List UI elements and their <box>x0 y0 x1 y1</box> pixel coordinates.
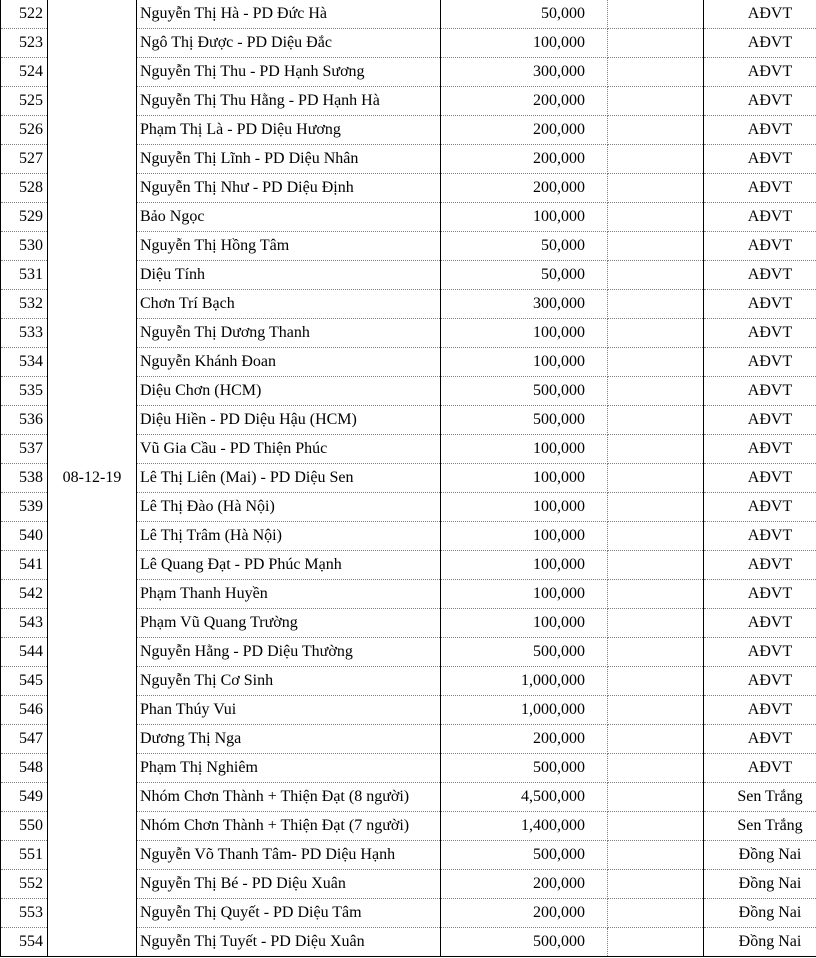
row-number: 546 <box>1 696 48 725</box>
row-number: 535 <box>1 377 48 406</box>
location-cell: AĐVT <box>704 174 816 203</box>
row-number: 550 <box>1 812 48 841</box>
donation-amount: 50,000 <box>441 232 608 261</box>
row-number: 547 <box>1 725 48 754</box>
empty-cell <box>608 812 704 841</box>
row-number: 537 <box>1 435 48 464</box>
location-cell: AĐVT <box>704 261 816 290</box>
empty-cell <box>608 609 704 638</box>
donor-name: Ngô Thị Được - PD Diệu Đắc <box>137 29 441 58</box>
donor-name: Nguyễn Thị Quyết - PD Diệu Tâm <box>137 899 441 928</box>
empty-cell <box>608 29 704 58</box>
empty-cell <box>608 203 704 232</box>
row-number: 541 <box>1 551 48 580</box>
donor-name: Phan Thúy Vui <box>137 696 441 725</box>
donor-name: Phạm Thanh Huyền <box>137 580 441 609</box>
location-cell: AĐVT <box>704 290 816 319</box>
location-cell: AĐVT <box>704 638 816 667</box>
donor-name: Phạm Thị Là - PD Diệu Hương <box>137 116 441 145</box>
row-number: 529 <box>1 203 48 232</box>
date-cell: 08-12-19 <box>48 0 137 957</box>
donor-name: Nguyễn Hằng - PD Diệu Thường <box>137 638 441 667</box>
donation-amount: 200,000 <box>441 870 608 899</box>
location-cell: AĐVT <box>704 406 816 435</box>
donation-amount: 200,000 <box>441 116 608 145</box>
empty-cell <box>608 928 704 957</box>
location-cell: AĐVT <box>704 348 816 377</box>
row-number: 540 <box>1 522 48 551</box>
empty-cell <box>608 551 704 580</box>
empty-cell <box>608 348 704 377</box>
row-number: 531 <box>1 261 48 290</box>
donation-amount: 100,000 <box>441 29 608 58</box>
donor-name: Phạm Thị Nghiêm <box>137 754 441 783</box>
row-number: 553 <box>1 899 48 928</box>
donor-name: Lê Thị Đào (Hà Nội) <box>137 493 441 522</box>
donation-amount: 200,000 <box>441 899 608 928</box>
donation-amount: 1,400,000 <box>441 812 608 841</box>
empty-cell <box>608 870 704 899</box>
donor-name: Nguyễn Thị Hồng Tâm <box>137 232 441 261</box>
empty-cell <box>608 261 704 290</box>
empty-cell <box>608 754 704 783</box>
empty-cell <box>608 493 704 522</box>
row-number: 543 <box>1 609 48 638</box>
location-cell: Đồng Nai <box>704 870 816 899</box>
empty-cell <box>608 145 704 174</box>
location-cell: AĐVT <box>704 145 816 174</box>
donor-name: Diệu Hiền - PD Diệu Hậu (HCM) <box>137 406 441 435</box>
location-cell: AĐVT <box>704 609 816 638</box>
donor-name: Nhóm Chơn Thành + Thiện Đạt (8 người) <box>137 783 441 812</box>
row-number: 522 <box>1 0 48 29</box>
donor-name: Nguyễn Thị Cơ Sinh <box>137 667 441 696</box>
donor-name: Nguyễn Võ Thanh Tâm- PD Diệu Hạnh <box>137 841 441 870</box>
donation-amount: 50,000 <box>441 261 608 290</box>
donation-amount: 100,000 <box>441 435 608 464</box>
donation-amount: 100,000 <box>441 203 608 232</box>
empty-cell <box>608 464 704 493</box>
location-cell: AĐVT <box>704 696 816 725</box>
donor-name: Nguyễn Khánh Đoan <box>137 348 441 377</box>
donor-name: Nguyễn Thị Thu - PD Hạnh Sương <box>137 58 441 87</box>
donor-name: Nguyễn Thị Dương Thanh <box>137 319 441 348</box>
location-cell: AĐVT <box>704 725 816 754</box>
donation-amount: 100,000 <box>441 319 608 348</box>
location-cell: AĐVT <box>704 377 816 406</box>
donor-name: Dương Thị Nga <box>137 725 441 754</box>
empty-cell <box>608 58 704 87</box>
empty-cell <box>608 841 704 870</box>
donation-rows <box>1 0 816 957</box>
location-cell: AĐVT <box>704 58 816 87</box>
donation-amount: 500,000 <box>441 377 608 406</box>
donor-name: Nguyễn Thị Bé - PD Diệu Xuân <box>137 870 441 899</box>
row-number: 527 <box>1 145 48 174</box>
row-number: 523 <box>1 29 48 58</box>
empty-cell <box>608 522 704 551</box>
donor-name: Chơn Trí Bạch <box>137 290 441 319</box>
empty-cell <box>608 174 704 203</box>
location-cell: Đồng Nai <box>704 928 816 957</box>
row-number: 545 <box>1 667 48 696</box>
empty-cell <box>608 899 704 928</box>
location-cell: AĐVT <box>704 203 816 232</box>
donor-name: Nguyễn Thị Hà - PD Đức Hà <box>137 0 441 29</box>
row-number: 532 <box>1 290 48 319</box>
donation-amount: 4,500,000 <box>441 783 608 812</box>
donor-name: Nhóm Chơn Thành + Thiện Đạt (7 người) <box>137 812 441 841</box>
empty-cell <box>608 580 704 609</box>
donation-amount: 100,000 <box>441 580 608 609</box>
donor-name: Nguyễn Thị Như - PD Diệu Định <box>137 174 441 203</box>
donor-name: Bảo Ngọc <box>137 203 441 232</box>
donor-name: Nguyễn Thị Tuyết - PD Diệu Xuân <box>137 928 441 957</box>
donation-amount: 1,000,000 <box>441 667 608 696</box>
donation-amount: 300,000 <box>441 290 608 319</box>
empty-cell <box>608 232 704 261</box>
empty-cell <box>608 87 704 116</box>
location-cell: AĐVT <box>704 435 816 464</box>
row-number: 549 <box>1 783 48 812</box>
location-cell: AĐVT <box>704 319 816 348</box>
row-number: 554 <box>1 928 48 957</box>
empty-cell <box>608 406 704 435</box>
empty-cell <box>608 783 704 812</box>
empty-cell <box>608 116 704 145</box>
row-number: 528 <box>1 174 48 203</box>
location-cell: AĐVT <box>704 464 816 493</box>
row-number: 542 <box>1 580 48 609</box>
row-number: 548 <box>1 754 48 783</box>
row-number: 544 <box>1 638 48 667</box>
donation-amount: 500,000 <box>441 928 608 957</box>
location-cell: AĐVT <box>704 522 816 551</box>
location-cell: AĐVT <box>704 0 816 29</box>
donor-name: Diệu Tính <box>137 261 441 290</box>
empty-cell <box>608 638 704 667</box>
row-number: 538 <box>1 464 48 493</box>
donor-name: Nguyễn Thị Thu Hằng - PD Hạnh Hà <box>137 87 441 116</box>
empty-cell <box>608 290 704 319</box>
empty-cell <box>608 696 704 725</box>
location-cell: AĐVT <box>704 87 816 116</box>
row-number: 525 <box>1 87 48 116</box>
location-cell: AĐVT <box>704 116 816 145</box>
location-cell: AĐVT <box>704 551 816 580</box>
donation-amount: 200,000 <box>441 87 608 116</box>
row-number: 536 <box>1 406 48 435</box>
empty-cell <box>608 667 704 696</box>
location-cell: Sen Trắng <box>704 783 816 812</box>
donor-name: Lê Thị Trâm (Hà Nội) <box>137 522 441 551</box>
donation-amount: 200,000 <box>441 174 608 203</box>
donation-amount: 500,000 <box>441 841 608 870</box>
donation-amount: 100,000 <box>441 609 608 638</box>
location-cell: AĐVT <box>704 667 816 696</box>
location-cell: AĐVT <box>704 754 816 783</box>
location-cell: Đồng Nai <box>704 841 816 870</box>
location-cell: AĐVT <box>704 493 816 522</box>
row-number: 534 <box>1 348 48 377</box>
row-number: 552 <box>1 870 48 899</box>
donation-amount: 200,000 <box>441 145 608 174</box>
empty-cell <box>608 725 704 754</box>
row-number: 533 <box>1 319 48 348</box>
donor-name: Lê Thị Liên (Mai) - PD Diệu Sen <box>137 464 441 493</box>
donation-amount: 100,000 <box>441 493 608 522</box>
donation-amount: 500,000 <box>441 406 608 435</box>
donation-amount: 500,000 <box>441 638 608 667</box>
empty-cell <box>608 319 704 348</box>
donation-amount: 1,000,000 <box>441 696 608 725</box>
location-cell: Sen Trắng <box>704 812 816 841</box>
donation-amount: 300,000 <box>441 58 608 87</box>
table-row <box>1 0 816 29</box>
donor-name: Vũ Gia Cầu - PD Thiện Phúc <box>137 435 441 464</box>
donation-amount: 100,000 <box>441 522 608 551</box>
location-cell: Đồng Nai <box>704 899 816 928</box>
donor-name: Lê Quang Đạt - PD Phúc Mạnh <box>137 551 441 580</box>
row-number: 539 <box>1 493 48 522</box>
donation-amount: 50,000 <box>441 0 608 29</box>
location-cell: AĐVT <box>704 580 816 609</box>
donor-name: Phạm Vũ Quang Trường <box>137 609 441 638</box>
empty-cell <box>608 435 704 464</box>
empty-cell <box>608 0 704 29</box>
row-number: 551 <box>1 841 48 870</box>
donor-name: Diệu Chơn (HCM) <box>137 377 441 406</box>
donation-amount: 100,000 <box>441 464 608 493</box>
donation-amount: 200,000 <box>441 725 608 754</box>
empty-cell <box>608 377 704 406</box>
donor-name: Nguyễn Thị Lĩnh - PD Diệu Nhân <box>137 145 441 174</box>
row-number: 526 <box>1 116 48 145</box>
location-cell: AĐVT <box>704 29 816 58</box>
donation-amount: 100,000 <box>441 551 608 580</box>
donation-amount: 100,000 <box>441 348 608 377</box>
donation-amount: 500,000 <box>441 754 608 783</box>
row-number: 524 <box>1 58 48 87</box>
location-cell: AĐVT <box>704 232 816 261</box>
row-number: 530 <box>1 232 48 261</box>
